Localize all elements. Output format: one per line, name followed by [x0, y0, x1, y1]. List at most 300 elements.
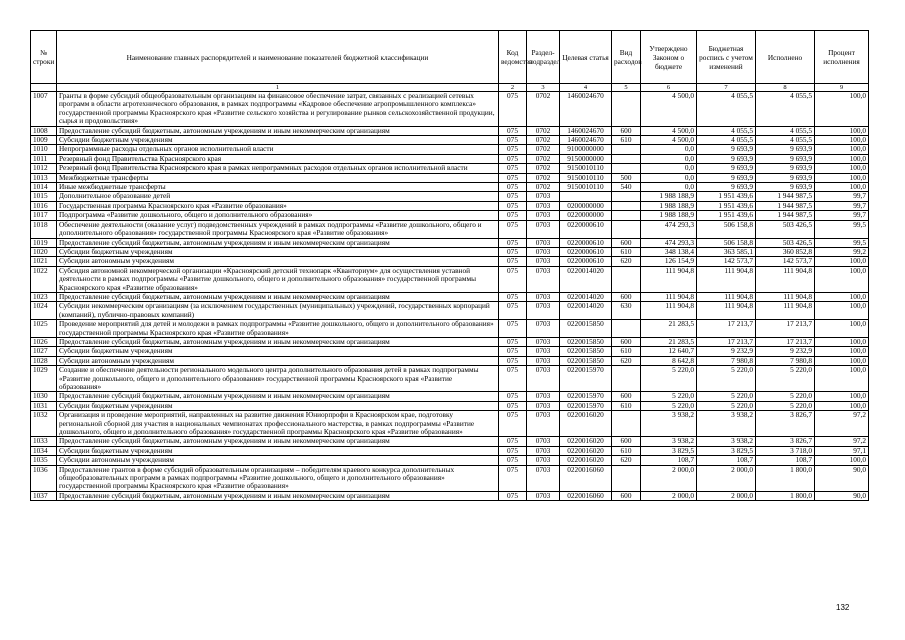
row-approved: 21 283,5 — [641, 320, 697, 338]
row-dept-code: 075 — [499, 247, 527, 256]
row-dept-code: 075 — [499, 238, 527, 247]
row-name: Подпрограмма «Развитие дошкольного, общего и дополнительного образования» — [57, 211, 499, 220]
row-target-article: 0220015970 — [560, 401, 612, 410]
table-row — [31, 456, 869, 465]
row-dept-code: 075 — [499, 201, 527, 210]
row-name: Резервный фонд Правительства Красноярского края в рамках непрограммных расходов отдельных органов исполнительной власти — [57, 164, 499, 173]
row-budget-list: 2 000,0 — [697, 491, 756, 500]
row-executed: 3 826,7 — [756, 411, 815, 437]
row-target-article: 0220016020 — [560, 411, 612, 437]
row-target-article: 0220014020 — [560, 302, 612, 320]
row-section: 0703 — [527, 446, 560, 455]
row-dept-code: 075 — [499, 456, 527, 465]
row-percent: 99,5 — [815, 238, 869, 247]
row-approved: 5 220,0 — [641, 392, 697, 401]
row-budget-list: 111 904,8 — [697, 292, 756, 301]
row-dept-code: 075 — [499, 266, 527, 292]
row-approved: 126 154,9 — [641, 257, 697, 266]
row-approved: 108,7 — [641, 456, 697, 465]
row-expense-type — [612, 411, 641, 437]
row-expense-type: 620 — [612, 356, 641, 365]
row-budget-list: 9 232,9 — [697, 347, 756, 356]
row-executed: 9 693,9 — [756, 145, 815, 154]
row-executed: 5 220,0 — [756, 392, 815, 401]
row-number: 1029 — [31, 366, 57, 392]
row-percent: 100,0 — [815, 154, 869, 163]
row-number: 1023 — [31, 292, 57, 301]
row-percent: 99,7 — [815, 211, 869, 220]
row-approved: 1 988 188,9 — [641, 211, 697, 220]
row-target-article: 0220016060 — [560, 491, 612, 500]
row-name: Субсидии бюджетным учреждениям — [57, 347, 499, 356]
row-executed: 5 220,0 — [756, 366, 815, 392]
row-target-article: 1460024670 — [560, 92, 612, 127]
row-percent: 99,7 — [815, 192, 869, 201]
row-executed: 360 852,8 — [756, 247, 815, 256]
row-number: 1022 — [31, 266, 57, 292]
row-dept-code: 075 — [499, 491, 527, 500]
row-section: 0703 — [527, 266, 560, 292]
row-approved: 0,0 — [641, 145, 697, 154]
row-name: Субсидии бюджетным учреждениям — [57, 401, 499, 410]
row-expense-type: 600 — [612, 392, 641, 401]
row-name: Субсидия автономной некоммерческой организации «Красноярский детский технопарк «Кванториум» для осуществления уставной деятельности в рамках подпрограммы «Развитие дошкольного, общего и дополнительного образования» государственной программы Красноярского края «Развитие образования» — [57, 266, 499, 292]
row-approved: 4 500,0 — [641, 126, 697, 135]
row-executed: 108,7 — [756, 456, 815, 465]
header-name: Наименование главных распорядителей и наименование показателей бюджетной классификации — [57, 31, 499, 84]
row-expense-type — [612, 320, 641, 338]
row-number: 1012 — [31, 164, 57, 173]
row-percent: 100,0 — [815, 173, 869, 182]
row-dept-code: 075 — [499, 292, 527, 301]
row-dept-code: 075 — [499, 411, 527, 437]
row-executed: 111 904,8 — [756, 302, 815, 320]
row-number: 1032 — [31, 411, 57, 437]
column-number: 7 — [697, 84, 756, 92]
row-budget-list: 7 980,8 — [697, 356, 756, 365]
row-budget-list: 9 693,9 — [697, 154, 756, 163]
row-target-article: 9150010110 — [560, 164, 612, 173]
row-expense-type: 600 — [612, 491, 641, 500]
row-percent: 100,0 — [815, 320, 869, 338]
row-budget-list: 3 938,2 — [697, 437, 756, 446]
table-row — [31, 437, 869, 446]
row-dept-code: 075 — [499, 136, 527, 145]
row-executed: 3 718,0 — [756, 446, 815, 455]
row-approved: 4 500,0 — [641, 92, 697, 127]
table-row — [31, 347, 869, 356]
row-expense-type: 600 — [612, 126, 641, 135]
row-budget-list: 4 055,5 — [697, 136, 756, 145]
header-row-number: № строки — [31, 31, 57, 84]
row-approved: 348 138,4 — [641, 247, 697, 256]
row-expense-type: 620 — [612, 257, 641, 266]
table-row — [31, 320, 869, 338]
row-name: Дополнительное образование детей — [57, 192, 499, 201]
row-expense-type: 610 — [612, 347, 641, 356]
row-dept-code: 075 — [499, 173, 527, 182]
row-name: Межбюджетные трансферты — [57, 173, 499, 182]
row-approved: 1 988 188,9 — [641, 192, 697, 201]
row-executed: 9 693,9 — [756, 183, 815, 192]
row-number: 1009 — [31, 136, 57, 145]
row-percent: 99,5 — [815, 220, 869, 238]
row-dept-code: 075 — [499, 392, 527, 401]
row-section: 0703 — [527, 366, 560, 392]
row-percent: 100,0 — [815, 337, 869, 346]
row-executed: 111 904,8 — [756, 292, 815, 301]
row-approved: 111 904,8 — [641, 302, 697, 320]
row-approved: 2 000,0 — [641, 491, 697, 500]
row-approved: 111 904,8 — [641, 292, 697, 301]
row-dept-code: 075 — [499, 164, 527, 173]
row-executed: 503 426,5 — [756, 220, 815, 238]
row-name: Предоставление субсидий бюджетным, автономным учреждениям и иным некоммерческим организациям — [57, 238, 499, 247]
header-approved: Утверждено Законом о бюджете — [641, 31, 697, 84]
row-dept-code: 075 — [499, 220, 527, 238]
row-name: Организация и проведение мероприятий, направленных на развитие движения Юниорпрофи в Красноярском крае, подготовку региональной сборной для участия в национальных чемпионатах профессионального мастерства, в рамках подпрограммы «Развитие дошкольного, общего и дополнительного образования» государственной программы Красноярского края «Развитие образования» — [57, 411, 499, 437]
row-number: 1026 — [31, 337, 57, 346]
row-number: 1015 — [31, 192, 57, 201]
row-number: 1020 — [31, 247, 57, 256]
row-number: 1037 — [31, 491, 57, 500]
row-name: Предоставление субсидий бюджетным, автономным учреждениям и иным некоммерческим организациям — [57, 392, 499, 401]
row-budget-list: 506 158,8 — [697, 238, 756, 247]
column-number: 6 — [641, 84, 697, 92]
row-budget-list: 2 000,0 — [697, 465, 756, 491]
row-percent: 100,0 — [815, 302, 869, 320]
row-percent: 100,0 — [815, 366, 869, 392]
row-number: 1035 — [31, 456, 57, 465]
row-expense-type — [612, 201, 641, 210]
row-executed: 9 693,9 — [756, 164, 815, 173]
row-number: 1013 — [31, 173, 57, 182]
row-dept-code: 075 — [499, 183, 527, 192]
row-dept-code: 075 — [499, 192, 527, 201]
row-budget-list: 9 693,9 — [697, 183, 756, 192]
row-number: 1017 — [31, 211, 57, 220]
row-section: 0703 — [527, 401, 560, 410]
row-section: 0703 — [527, 456, 560, 465]
row-name: Субсидии автономным учреждениям — [57, 356, 499, 365]
row-budget-list: 4 055,5 — [697, 126, 756, 135]
table-row — [31, 411, 869, 437]
row-name: Государственная программа Красноярского края «Развитие образования» — [57, 201, 499, 210]
row-number: 1016 — [31, 201, 57, 210]
row-expense-type: 600 — [612, 292, 641, 301]
budget-report-page — [30, 30, 868, 501]
row-number: 1014 — [31, 183, 57, 192]
column-number: 9 — [815, 84, 869, 92]
row-budget-list: 1 951 439,6 — [697, 192, 756, 201]
row-number: 1011 — [31, 154, 57, 163]
row-section: 0703 — [527, 337, 560, 346]
row-expense-type — [612, 211, 641, 220]
row-executed: 9 232,9 — [756, 347, 815, 356]
row-dept-code: 075 — [499, 320, 527, 338]
row-name: Иные межбюджетные трансферты — [57, 183, 499, 192]
row-percent: 97,2 — [815, 411, 869, 437]
row-target-article: 0220015970 — [560, 392, 612, 401]
row-budget-list: 111 904,8 — [697, 266, 756, 292]
row-expense-type — [612, 145, 641, 154]
header-dept-code: Код ведомства — [499, 31, 527, 84]
row-section: 0703 — [527, 257, 560, 266]
row-section: 0702 — [527, 145, 560, 154]
row-percent: 100,0 — [815, 266, 869, 292]
row-percent: 100,0 — [815, 292, 869, 301]
row-percent: 100,0 — [815, 145, 869, 154]
row-approved: 5 220,0 — [641, 366, 697, 392]
row-expense-type: 500 — [612, 173, 641, 182]
row-section: 0703 — [527, 247, 560, 256]
row-percent: 100,0 — [815, 401, 869, 410]
row-approved: 1 988 188,9 — [641, 201, 697, 210]
row-section: 0703 — [527, 238, 560, 247]
row-approved: 3 829,5 — [641, 446, 697, 455]
row-name: Субсидии бюджетным учреждениям — [57, 136, 499, 145]
row-budget-list: 363 585,1 — [697, 247, 756, 256]
row-name: Предоставление субсидий бюджетным, автономным учреждениям и иным некоммерческим организациям — [57, 437, 499, 446]
row-number: 1031 — [31, 401, 57, 410]
row-number: 1033 — [31, 437, 57, 446]
row-expense-type: 600 — [612, 238, 641, 247]
row-target-article: 9150010110 — [560, 183, 612, 192]
row-budget-list: 1 951 439,6 — [697, 211, 756, 220]
table-row — [31, 392, 869, 401]
row-executed: 5 220,0 — [756, 401, 815, 410]
row-section: 0703 — [527, 320, 560, 338]
row-section: 0703 — [527, 192, 560, 201]
row-percent: 90,0 — [815, 491, 869, 500]
header-expense-type: Вид расходов — [612, 31, 641, 84]
row-section: 0703 — [527, 211, 560, 220]
header-section: Раздел-подраздел — [527, 31, 560, 84]
row-target-article: 0220000610 — [560, 247, 612, 256]
row-expense-type: 630 — [612, 302, 641, 320]
row-dept-code: 075 — [499, 356, 527, 365]
row-expense-type: 610 — [612, 401, 641, 410]
row-dept-code: 075 — [499, 465, 527, 491]
row-executed: 4 055,5 — [756, 92, 815, 127]
table-row — [31, 164, 869, 173]
row-budget-list: 5 220,0 — [697, 366, 756, 392]
row-expense-type — [612, 92, 641, 127]
row-number: 1030 — [31, 392, 57, 401]
row-approved: 3 938,2 — [641, 437, 697, 446]
row-budget-list: 111 904,8 — [697, 302, 756, 320]
row-executed: 17 213,7 — [756, 320, 815, 338]
header-percent: Процент исполнения — [815, 31, 869, 84]
row-expense-type — [612, 154, 641, 163]
row-name: Субсидии некоммерческим организациям (за исключением государственных (муниципальных) учреждений, государственных корпораций (компаний), публично-правовых компаний) — [57, 302, 499, 320]
row-percent: 100,0 — [815, 257, 869, 266]
table-row — [31, 465, 869, 491]
row-expense-type — [612, 366, 641, 392]
row-percent: 100,0 — [815, 92, 869, 127]
row-number: 1021 — [31, 257, 57, 266]
row-target-article: 0220000610 — [560, 238, 612, 247]
row-target-article — [560, 192, 612, 201]
row-executed: 9 693,9 — [756, 154, 815, 163]
table-header-row — [31, 31, 869, 84]
row-expense-type: 610 — [612, 136, 641, 145]
row-approved: 0,0 — [641, 183, 697, 192]
row-approved: 8 642,8 — [641, 356, 697, 365]
row-percent: 100,0 — [815, 183, 869, 192]
row-section: 0703 — [527, 465, 560, 491]
row-section: 0703 — [527, 437, 560, 446]
table-row — [31, 266, 869, 292]
row-number: 1008 — [31, 126, 57, 135]
row-name: Субсидии автономным учреждениям — [57, 456, 499, 465]
column-number: 2 — [499, 84, 527, 92]
row-name: Предоставление субсидий бюджетным, автономным учреждениям и иным некоммерческим организациям — [57, 292, 499, 301]
column-number: 8 — [756, 84, 815, 92]
row-executed: 17 213,7 — [756, 337, 815, 346]
row-expense-type: 600 — [612, 337, 641, 346]
row-budget-list: 17 213,7 — [697, 320, 756, 338]
row-approved: 12 640,7 — [641, 347, 697, 356]
row-section: 0703 — [527, 356, 560, 365]
row-expense-type — [612, 220, 641, 238]
row-expense-type: 610 — [612, 247, 641, 256]
row-percent: 99,7 — [815, 201, 869, 210]
row-name: Субсидии бюджетным учреждениям — [57, 446, 499, 455]
row-approved: 21 283,5 — [641, 337, 697, 346]
row-name: Обеспечение деятельности (оказание услуг) подведомственных учреждений в рамках подпрограммы «Развитие дошкольного, общего и дополнительного образования» государственной программы Красноярского края «Развитие образования» — [57, 220, 499, 238]
row-name: Проведение мероприятий для детей и молодежи в рамках подпрограммы «Развитие дошкольного, общего и дополнительного образования» государственной программы Красноярского края «Развитие образования» — [57, 320, 499, 338]
row-dept-code: 075 — [499, 347, 527, 356]
row-budget-list: 9 693,9 — [697, 164, 756, 173]
row-section: 0702 — [527, 173, 560, 182]
header-executed: Исполнено — [756, 31, 815, 84]
row-budget-list: 5 220,0 — [697, 401, 756, 410]
row-dept-code: 075 — [499, 154, 527, 163]
row-name: Предоставление субсидий бюджетным, автономным учреждениям и иным некоммерческим организациям — [57, 126, 499, 135]
row-target-article: 9100000000 — [560, 145, 612, 154]
row-target-article: 0220000610 — [560, 257, 612, 266]
row-executed: 503 426,5 — [756, 238, 815, 247]
row-budget-list: 4 055,5 — [697, 92, 756, 127]
row-executed: 4 055,5 — [756, 136, 815, 145]
row-target-article: 0220000610 — [560, 220, 612, 238]
page-number: 132 — [836, 603, 850, 612]
row-name: Создание и обеспечение деятельности регионального модельного центра дополнительного образования детей в рамках подпрограммы «Развитие дошкольного, общего и дополнительного образования» государственной программы Красноярского края «Развитие образования» — [57, 366, 499, 392]
row-dept-code: 075 — [499, 401, 527, 410]
table-row — [31, 366, 869, 392]
row-number: 1019 — [31, 238, 57, 247]
row-name: Субсидии автономным учреждениям — [57, 257, 499, 266]
row-dept-code: 075 — [499, 337, 527, 346]
budget-execution-table — [30, 30, 869, 501]
row-target-article: 9150000000 — [560, 154, 612, 163]
row-executed: 1 944 987,5 — [756, 211, 815, 220]
table-row — [31, 211, 869, 220]
row-number: 1024 — [31, 302, 57, 320]
row-executed: 1 944 987,5 — [756, 201, 815, 210]
row-expense-type — [612, 164, 641, 173]
row-section: 0703 — [527, 292, 560, 301]
row-target-article: 0220015850 — [560, 337, 612, 346]
row-budget-list: 1 951 439,6 — [697, 201, 756, 210]
row-target-article: 0220000000 — [560, 211, 612, 220]
row-executed: 1 800,0 — [756, 491, 815, 500]
row-dept-code: 075 — [499, 437, 527, 446]
row-expense-type: 610 — [612, 446, 641, 455]
row-section: 0702 — [527, 126, 560, 135]
row-target-article: 0220015970 — [560, 366, 612, 392]
row-number: 1034 — [31, 446, 57, 455]
table-row — [31, 92, 869, 127]
row-budget-list: 5 220,0 — [697, 392, 756, 401]
row-dept-code: 075 — [499, 211, 527, 220]
row-target-article: 0220014020 — [560, 266, 612, 292]
row-approved: 3 938,2 — [641, 411, 697, 437]
row-section: 0703 — [527, 491, 560, 500]
row-percent: 100,0 — [815, 392, 869, 401]
row-approved: 2 000,0 — [641, 465, 697, 491]
row-percent: 100,0 — [815, 356, 869, 365]
row-target-article: 0200000000 — [560, 201, 612, 210]
row-section: 0703 — [527, 347, 560, 356]
row-target-article: 0220015850 — [560, 320, 612, 338]
row-percent: 99,2 — [815, 247, 869, 256]
row-target-article: 9150010110 — [560, 173, 612, 182]
row-section: 0703 — [527, 302, 560, 320]
row-name: Гранты в форме субсидий общеобразовательным организациям на финансовое обеспечение затрат, связанных с реализацией сетевых программ в области агротехнического образования, в рамках подпрограммы «Кадровое обеспечение агропромышленного комплекса» государственной программы Красноярского края «Развитие сельского хозяйства и регулирование рынков сельскохозяйственной продукции, сырья и продовольствия» — [57, 92, 499, 127]
row-target-article: 0220014020 — [560, 292, 612, 301]
row-number: 1007 — [31, 92, 57, 127]
column-number: 5 — [612, 84, 641, 92]
row-expense-type: 540 — [612, 183, 641, 192]
row-section: 0703 — [527, 392, 560, 401]
row-executed: 111 904,8 — [756, 266, 815, 292]
table-row — [31, 238, 869, 247]
column-number: 4 — [560, 84, 612, 92]
row-expense-type: 600 — [612, 437, 641, 446]
row-name: Предоставление субсидий бюджетным, автономным учреждениям и иным некоммерческим организациям — [57, 491, 499, 500]
table-row — [31, 491, 869, 500]
row-budget-list: 3 829,5 — [697, 446, 756, 455]
row-name: Предоставление субсидий бюджетным, автономным учреждениям и иным некоммерческим организациям — [57, 337, 499, 346]
row-budget-list: 9 693,9 — [697, 145, 756, 154]
row-executed: 142 573,7 — [756, 257, 815, 266]
header-budget-list: Бюджетная роспись с учетом изменений — [697, 31, 756, 84]
row-executed: 7 980,8 — [756, 356, 815, 365]
row-approved: 474 293,3 — [641, 238, 697, 247]
row-executed: 3 826,7 — [756, 437, 815, 446]
row-name: Субсидии бюджетным учреждениям — [57, 247, 499, 256]
row-section: 0702 — [527, 92, 560, 127]
row-section: 0703 — [527, 220, 560, 238]
row-number: 1025 — [31, 320, 57, 338]
row-dept-code: 075 — [499, 145, 527, 154]
row-approved: 5 220,0 — [641, 401, 697, 410]
row-section: 0703 — [527, 201, 560, 210]
row-percent: 97,2 — [815, 437, 869, 446]
table-row — [31, 220, 869, 238]
row-executed: 1 800,0 — [756, 465, 815, 491]
row-percent: 100,0 — [815, 456, 869, 465]
row-number: 1028 — [31, 356, 57, 365]
row-section: 0702 — [527, 154, 560, 163]
row-target-article: 0220015850 — [560, 347, 612, 356]
header-target-article: Целевая статья — [560, 31, 612, 84]
row-dept-code: 075 — [499, 302, 527, 320]
row-target-article: 0220015850 — [560, 356, 612, 365]
row-target-article: 0220016020 — [560, 446, 612, 455]
